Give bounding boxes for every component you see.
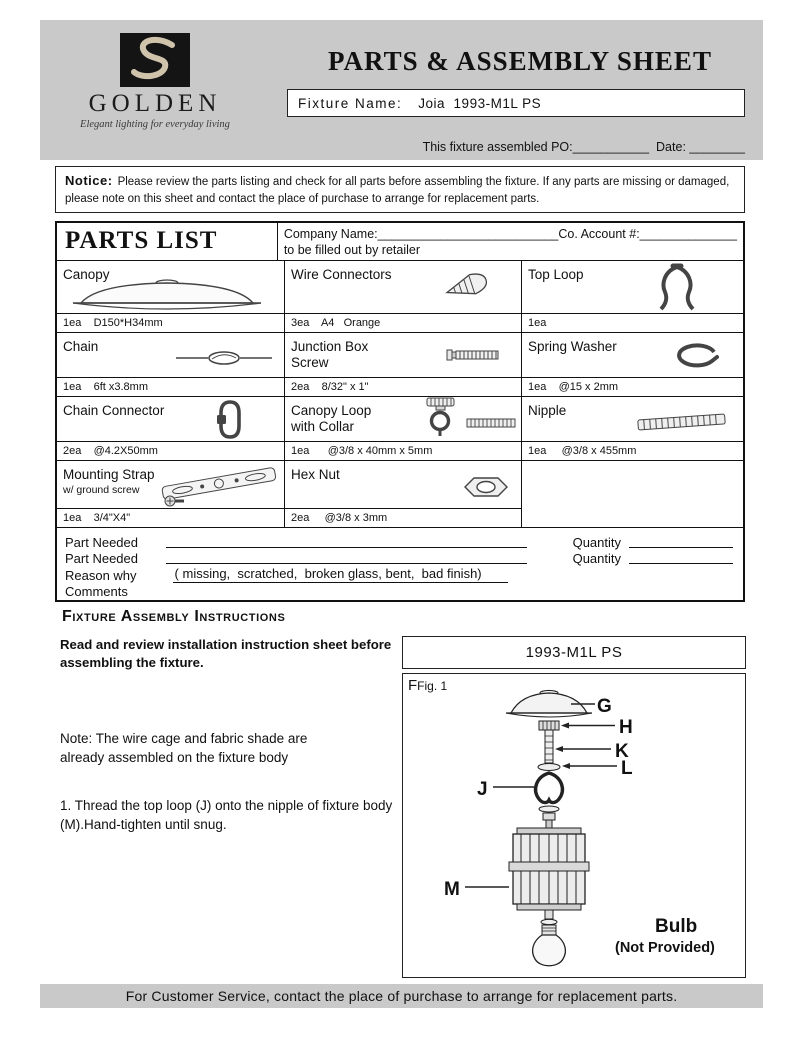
fixture-name-value: Joia 1993-M1L PS xyxy=(418,95,542,111)
part-name-sub: w/ ground screw xyxy=(63,484,140,497)
part-name: Spring Washer xyxy=(528,339,617,354)
page-title: PARTS & ASSEMBLY SHEET xyxy=(328,46,712,76)
diagram-label-g: G xyxy=(597,696,612,717)
bulb-note-line2: (Not Provided) xyxy=(615,940,715,956)
part-name-line2: with Collar xyxy=(291,419,355,435)
part-qty: 2ea @4.2X50mm xyxy=(57,441,284,460)
diagram-label-h: H xyxy=(619,717,633,738)
comments-label: Comments xyxy=(65,584,128,599)
part-cell-nipple xyxy=(522,397,743,461)
part-needed-label: Part Needed xyxy=(65,534,138,550)
reason-row xyxy=(65,566,733,583)
quantity-label: Quantity xyxy=(572,551,621,566)
parts-grid xyxy=(57,261,743,528)
chain-connector-icon xyxy=(217,398,243,441)
part-name: Junction Box xyxy=(291,339,369,354)
part-cell-canopy-loop xyxy=(285,397,522,461)
part-name: Chain Connector xyxy=(63,403,165,418)
part-name: Chain xyxy=(63,339,99,354)
diagram-label-k: K xyxy=(615,741,629,762)
diagram-model-title: 1993-M1L PS xyxy=(402,636,746,669)
part-qty: 2ea @3/8 x 3mm xyxy=(285,508,521,527)
blank-line xyxy=(166,563,527,564)
assembly-step-1: 1. Thread the top loop (J) onto the nipple of fixture body (M).Hand-tighten until snug. xyxy=(60,798,393,832)
part-qty: 3ea A4 Orange xyxy=(285,313,521,332)
part-cell-chain xyxy=(57,333,285,397)
blank-line xyxy=(629,547,733,548)
footer-text: For Customer Service, contact the place of purchase to arrange for replacement parts. xyxy=(125,988,678,1004)
comments-row xyxy=(65,583,733,600)
chain-icon xyxy=(174,349,274,367)
part-name: Wire Connectors xyxy=(291,267,392,282)
spring-washer-icon xyxy=(673,341,719,371)
part-qty: 1ea D150*H34mm xyxy=(57,313,284,332)
logo-s-icon xyxy=(120,33,190,87)
part-name: Canopy Loop xyxy=(291,403,372,418)
blank-line xyxy=(166,547,527,548)
part-qty: 1ea @15 x 2mm xyxy=(522,377,743,396)
part-qty: 1ea xyxy=(522,313,743,332)
parts-list-header xyxy=(57,223,743,261)
nipple-icon xyxy=(634,409,729,435)
fixture-name-box xyxy=(287,89,745,117)
hex-nut-icon xyxy=(463,475,509,499)
assembly-note-text: Note: The wire cage and fabric shade are already assembled on the fixture body xyxy=(60,731,308,765)
part-qty: 1ea 3/4"X4" xyxy=(57,508,284,527)
assembly-instructions-heading: Fixture Assembly Instructions xyxy=(62,608,286,625)
part-name: Top Loop xyxy=(528,267,584,282)
part-qty: 1ea 6ft x3.8mm xyxy=(57,377,284,396)
part-cell-top-loop xyxy=(522,261,743,333)
part-name-line2: Screw xyxy=(291,355,329,371)
company-account-line: Company Name:__________________________Co. Account #:______________ xyxy=(283,227,737,241)
part-name: Mounting Strap xyxy=(63,467,155,482)
diagram-label-l: L xyxy=(621,758,633,779)
notice-box xyxy=(55,166,745,213)
diagram-label-m: M xyxy=(444,879,460,900)
replacement-claim-section xyxy=(57,528,743,599)
reason-label: Reason why xyxy=(65,567,137,583)
diagram-label-j: J xyxy=(477,779,488,800)
po-date-line: This fixture assembled PO:___________ Date: ________ xyxy=(422,140,745,154)
part-cell-chain-connector xyxy=(57,397,285,461)
parts-list-table xyxy=(55,221,745,602)
part-cell-empty xyxy=(522,461,743,528)
quantity-label: Quantity xyxy=(572,534,621,550)
figure-label-prefix: F xyxy=(408,677,418,694)
retailer-note: to be filled out by retailer xyxy=(283,243,421,258)
part-cell-canopy xyxy=(57,261,285,333)
part-name: Hex Nut xyxy=(291,467,340,482)
bulb-note-line1: Bulb xyxy=(655,916,698,937)
read-instructions-text: Read and review installation instruction sheet before assembling the fixture. xyxy=(60,637,392,671)
customer-service-footer xyxy=(40,984,763,1008)
notice-text: Please review the parts listing and check for all parts before assembling the fixture. If any parts are missing or damaged, please note on this sheet and contact the place of purchase to arrange for replacement parts. xyxy=(65,176,730,206)
brand-name: GOLDEN xyxy=(88,90,222,117)
part-needed-row xyxy=(65,533,733,550)
figure-1-box xyxy=(402,673,746,978)
part-needed-row xyxy=(65,550,733,567)
header xyxy=(40,20,763,160)
part-needed-label: Part Needed xyxy=(65,551,138,566)
part-cell-mounting-strap xyxy=(57,461,285,528)
part-name: Nipple xyxy=(528,403,567,418)
figure-label-text: Fig. 1 xyxy=(417,679,448,693)
blank-line xyxy=(629,563,733,564)
fixture-name-label: Fixture Name: xyxy=(298,95,403,111)
golden-lighting-logo xyxy=(70,33,240,130)
screw-icon xyxy=(445,347,501,363)
part-qty: 2ea 8/32" x 1" xyxy=(285,377,521,396)
part-qty: 1ea @3/8 x 455mm xyxy=(522,441,743,460)
canopy-icon xyxy=(67,277,267,311)
reason-options: ( missing, scratched, broken glass, bent, bad finish) xyxy=(173,566,508,583)
part-cell-spring-washer xyxy=(522,333,743,397)
part-qty: 1ea @3/8 x 40mm x 5mm xyxy=(285,441,521,460)
notice-label: Notice: xyxy=(65,173,113,188)
top-loop-icon xyxy=(655,263,699,313)
canopy-loop-icon xyxy=(411,397,521,443)
part-cell-hex-nut xyxy=(285,461,522,528)
part-name: Canopy xyxy=(63,267,110,282)
part-cell-wire-connectors xyxy=(285,261,522,333)
wire-connector-icon xyxy=(439,269,495,303)
brand-tagline: Elegant lighting for everyday living xyxy=(80,119,230,130)
part-cell-junction-box-screw xyxy=(285,333,522,397)
company-info xyxy=(278,223,743,260)
parts-list-title: PARTS LIST xyxy=(57,223,278,260)
fixture-exploded-diagram xyxy=(403,680,744,975)
mounting-strap-icon xyxy=(154,463,284,509)
